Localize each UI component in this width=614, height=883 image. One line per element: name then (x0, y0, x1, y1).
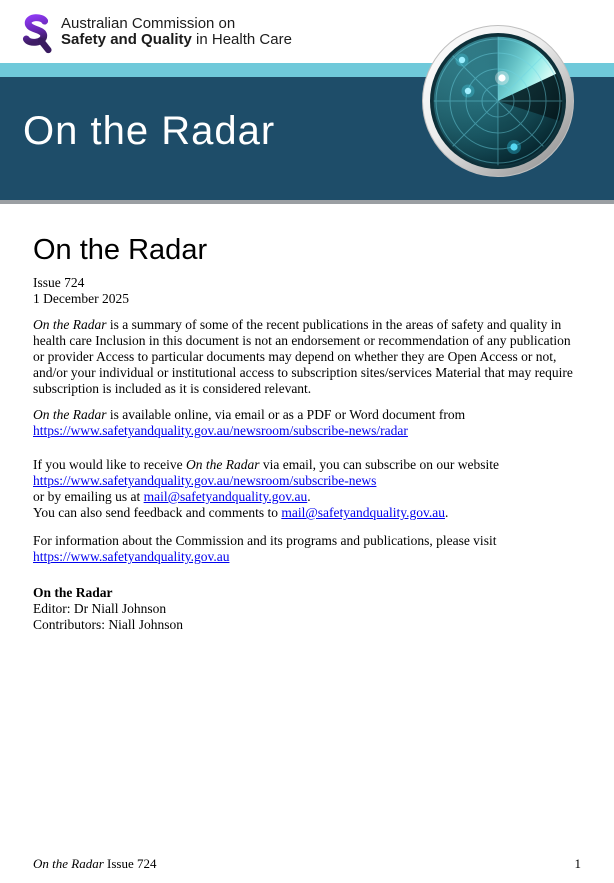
org-name-line2 (61, 32, 292, 48)
newsletter-name-italic: On the Radar (33, 407, 107, 422)
availability-text: is available online, via email or as a PDF or Word document from (106, 407, 466, 422)
newsletter-name-italic: On the Radar (185, 457, 260, 472)
feedback-text-after: . (444, 505, 449, 520)
issue-number: Issue 724 (33, 275, 85, 290)
editor-line: Editor: Dr Niall Johnson (33, 601, 167, 616)
subscribe-text-after: via email, you can subscribe on our website (259, 457, 500, 472)
email-text-before: or by emailing us at (33, 489, 144, 504)
commission-logo-icon (19, 12, 52, 54)
email-text-after: . (307, 489, 311, 504)
page-footer (33, 856, 581, 872)
newsletter-name-italic: On the Radar (33, 317, 107, 332)
commission-info-text: For information about the Commission and its programs and publications, please visit (33, 533, 497, 548)
radar-subscribe-link[interactable]: https://www.safetyandquality.gov.au/newsroom/subscribe-news/radar (33, 423, 408, 438)
feedback-text-before: You can also send feedback and comments to (33, 505, 282, 520)
subscribe-text-before: If you would like to receive (33, 457, 186, 472)
page-title: On the Radar (33, 234, 208, 266)
commission-branding (19, 12, 292, 54)
commission-info-paragraph (33, 533, 583, 565)
feedback-mail-link[interactable]: mail@safetyandquality.gov.au (281, 505, 445, 520)
credits-title: On the Radar (33, 585, 113, 600)
intro-paragraph (33, 317, 583, 397)
commission-website-link[interactable]: https://www.safetyandquality.gov.au (33, 549, 230, 564)
contributors-line: Contributors: Niall Johnson (33, 617, 184, 632)
footer-issue: Issue 724 (103, 856, 157, 871)
org-name-line1: Australian Commission on (61, 15, 236, 32)
subscribe-paragraph (33, 457, 583, 521)
org-name-bold: Safety and Quality (61, 31, 192, 48)
document-header (0, 0, 614, 204)
mail-link[interactable]: mail@safetyandquality.gov.au (143, 489, 308, 504)
credits-paragraph (33, 585, 583, 633)
banner-title: On the Radar (23, 109, 276, 153)
document-body (33, 204, 583, 633)
footer-title (33, 856, 157, 872)
intro-text: is a summary of some of the recent publications in the areas of safety and quality in health care Inclusion in this document is not an endorsement or recommendation of any publication or provider Access to particular documents may depend on whether they are Open Access or not, and/or your individual or institutional access to subscription sites/services Material that may require subscription is included as it is considered relevant. (33, 317, 573, 396)
availability-paragraph (33, 407, 583, 439)
radar-image (420, 23, 576, 179)
footer-title-italic: On the Radar (33, 856, 104, 871)
subscribe-news-link[interactable]: https://www.safetyandquality.gov.au/newsroom/subscribe-news (33, 473, 377, 488)
footer-page-number: 1 (574, 856, 581, 871)
org-name (61, 12, 292, 48)
issue-date: 1 December 2025 (33, 291, 129, 306)
org-name-rest: in Health Care (191, 31, 292, 48)
radar-icon (420, 23, 576, 179)
issue-meta (33, 275, 583, 307)
